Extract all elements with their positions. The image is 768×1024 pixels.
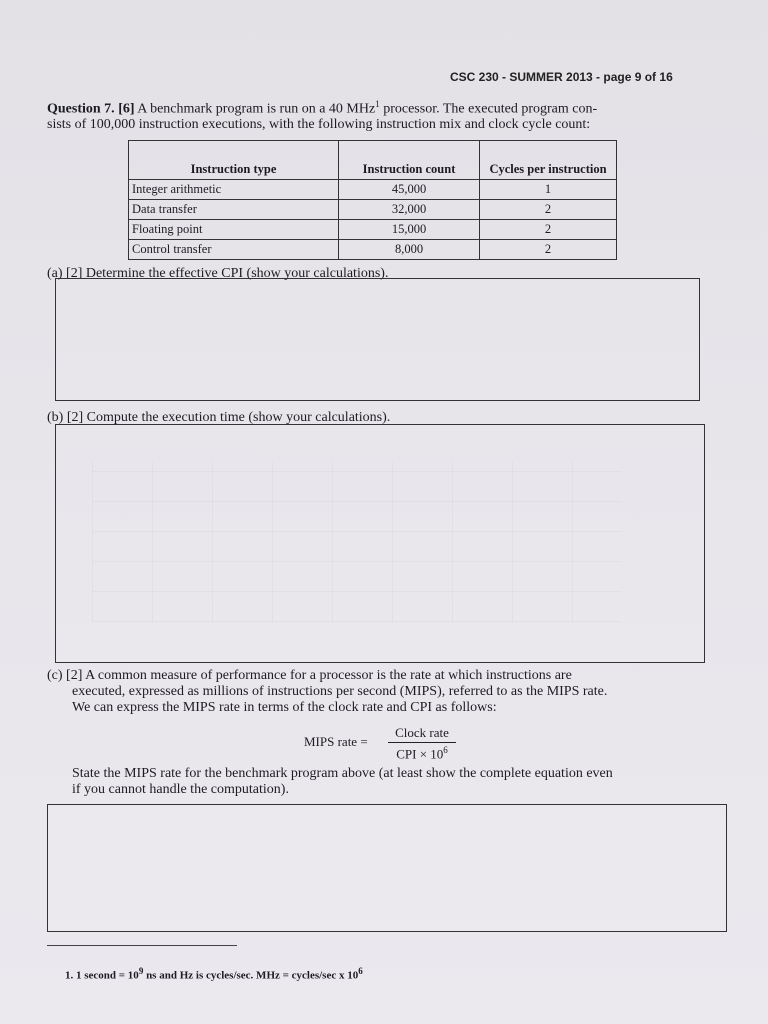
footnote-part-a: 1. 1 second = 10: [65, 969, 139, 982]
col-cycles-per-instruction: Cycles per instruction: [480, 141, 617, 180]
footnote-exp1: 9: [138, 966, 144, 976]
cell-type: Floating point: [129, 220, 339, 240]
cell-count: 32,000: [339, 200, 480, 220]
cell-count: 8,000: [339, 240, 480, 260]
part-b-prompt: (b) [2] Compute the execution time (show your calculations).: [47, 410, 391, 425]
col-instruction-type: Instruction type: [129, 141, 339, 180]
footnote-exp2: 6: [358, 966, 363, 976]
answer-box-a[interactable]: [55, 278, 700, 401]
show-through-grid: [92, 462, 622, 622]
part-c-prompt: [47, 668, 727, 716]
question-text: [47, 97, 697, 132]
cell-cpi: 2: [480, 240, 617, 260]
state-line2: if you cannot handle the computation).: [72, 782, 289, 797]
page-header: CSC 230 - SUMMER 2013 - page 9 of 16: [450, 70, 673, 84]
part-a-prompt: (a) [2] Determine the effective CPI (show your calculations).: [47, 266, 389, 281]
cell-cpi: 1: [480, 180, 617, 200]
col-instruction-count: Instruction count: [339, 141, 480, 180]
cell-type: Data transfer: [129, 200, 339, 220]
question-label: Question 7.: [47, 101, 115, 117]
table-row: [129, 240, 617, 260]
formula-lhs: MIPS rate =: [304, 734, 368, 749]
question-line2: sists of 100,000 instruction executions, with the following instruction mix and clock cycle count:: [47, 116, 591, 132]
footnote-ref: 1: [375, 99, 380, 109]
question-line1a: A benchmark program is run on a 40 MHz: [137, 101, 376, 117]
question-line1b: processor. The executed program con-: [379, 101, 598, 117]
formula-numerator: Clock rate: [388, 725, 456, 743]
cell-count: 15,000: [339, 220, 480, 240]
cell-cpi: 2: [480, 220, 617, 240]
cell-count: 45,000: [339, 180, 480, 200]
cell-type: Integer arithmetic: [129, 180, 339, 200]
formula-den-exp: 6: [443, 745, 448, 755]
part-c-line1: (c) [2] A common measure of performance for a processor is the rate at which instructions are: [47, 668, 572, 683]
formula-fraction: [388, 725, 456, 762]
formula-den-base: CPI × 10: [396, 746, 444, 762]
formula-denominator: [388, 743, 456, 762]
instruction-mix-table: [128, 140, 617, 260]
part-c-line3: We can express the MIPS rate in terms of the clock rate and CPI as follows:: [72, 700, 497, 715]
footnote-divider: [47, 945, 237, 946]
answer-box-c[interactable]: [47, 804, 727, 932]
question-marks: [6]: [118, 101, 135, 117]
cell-cpi: 2: [480, 200, 617, 220]
part-c-instruction: [72, 766, 732, 798]
table-row: [129, 180, 617, 200]
footnote: [65, 966, 363, 982]
footnote-part-b: ns and Hz is cycles/sec. MHz = cycles/sec x 10: [143, 969, 359, 982]
table-header-row: [129, 141, 617, 180]
table-row: [129, 220, 617, 240]
state-line1: State the MIPS rate for the benchmark program above (at least show the complete equation even: [72, 766, 613, 781]
table-row: [129, 200, 617, 220]
part-c-line2: executed, expressed as millions of instructions per second (MIPS), referred to as the MIPS rate.: [72, 684, 608, 699]
cell-type: Control transfer: [129, 240, 339, 260]
